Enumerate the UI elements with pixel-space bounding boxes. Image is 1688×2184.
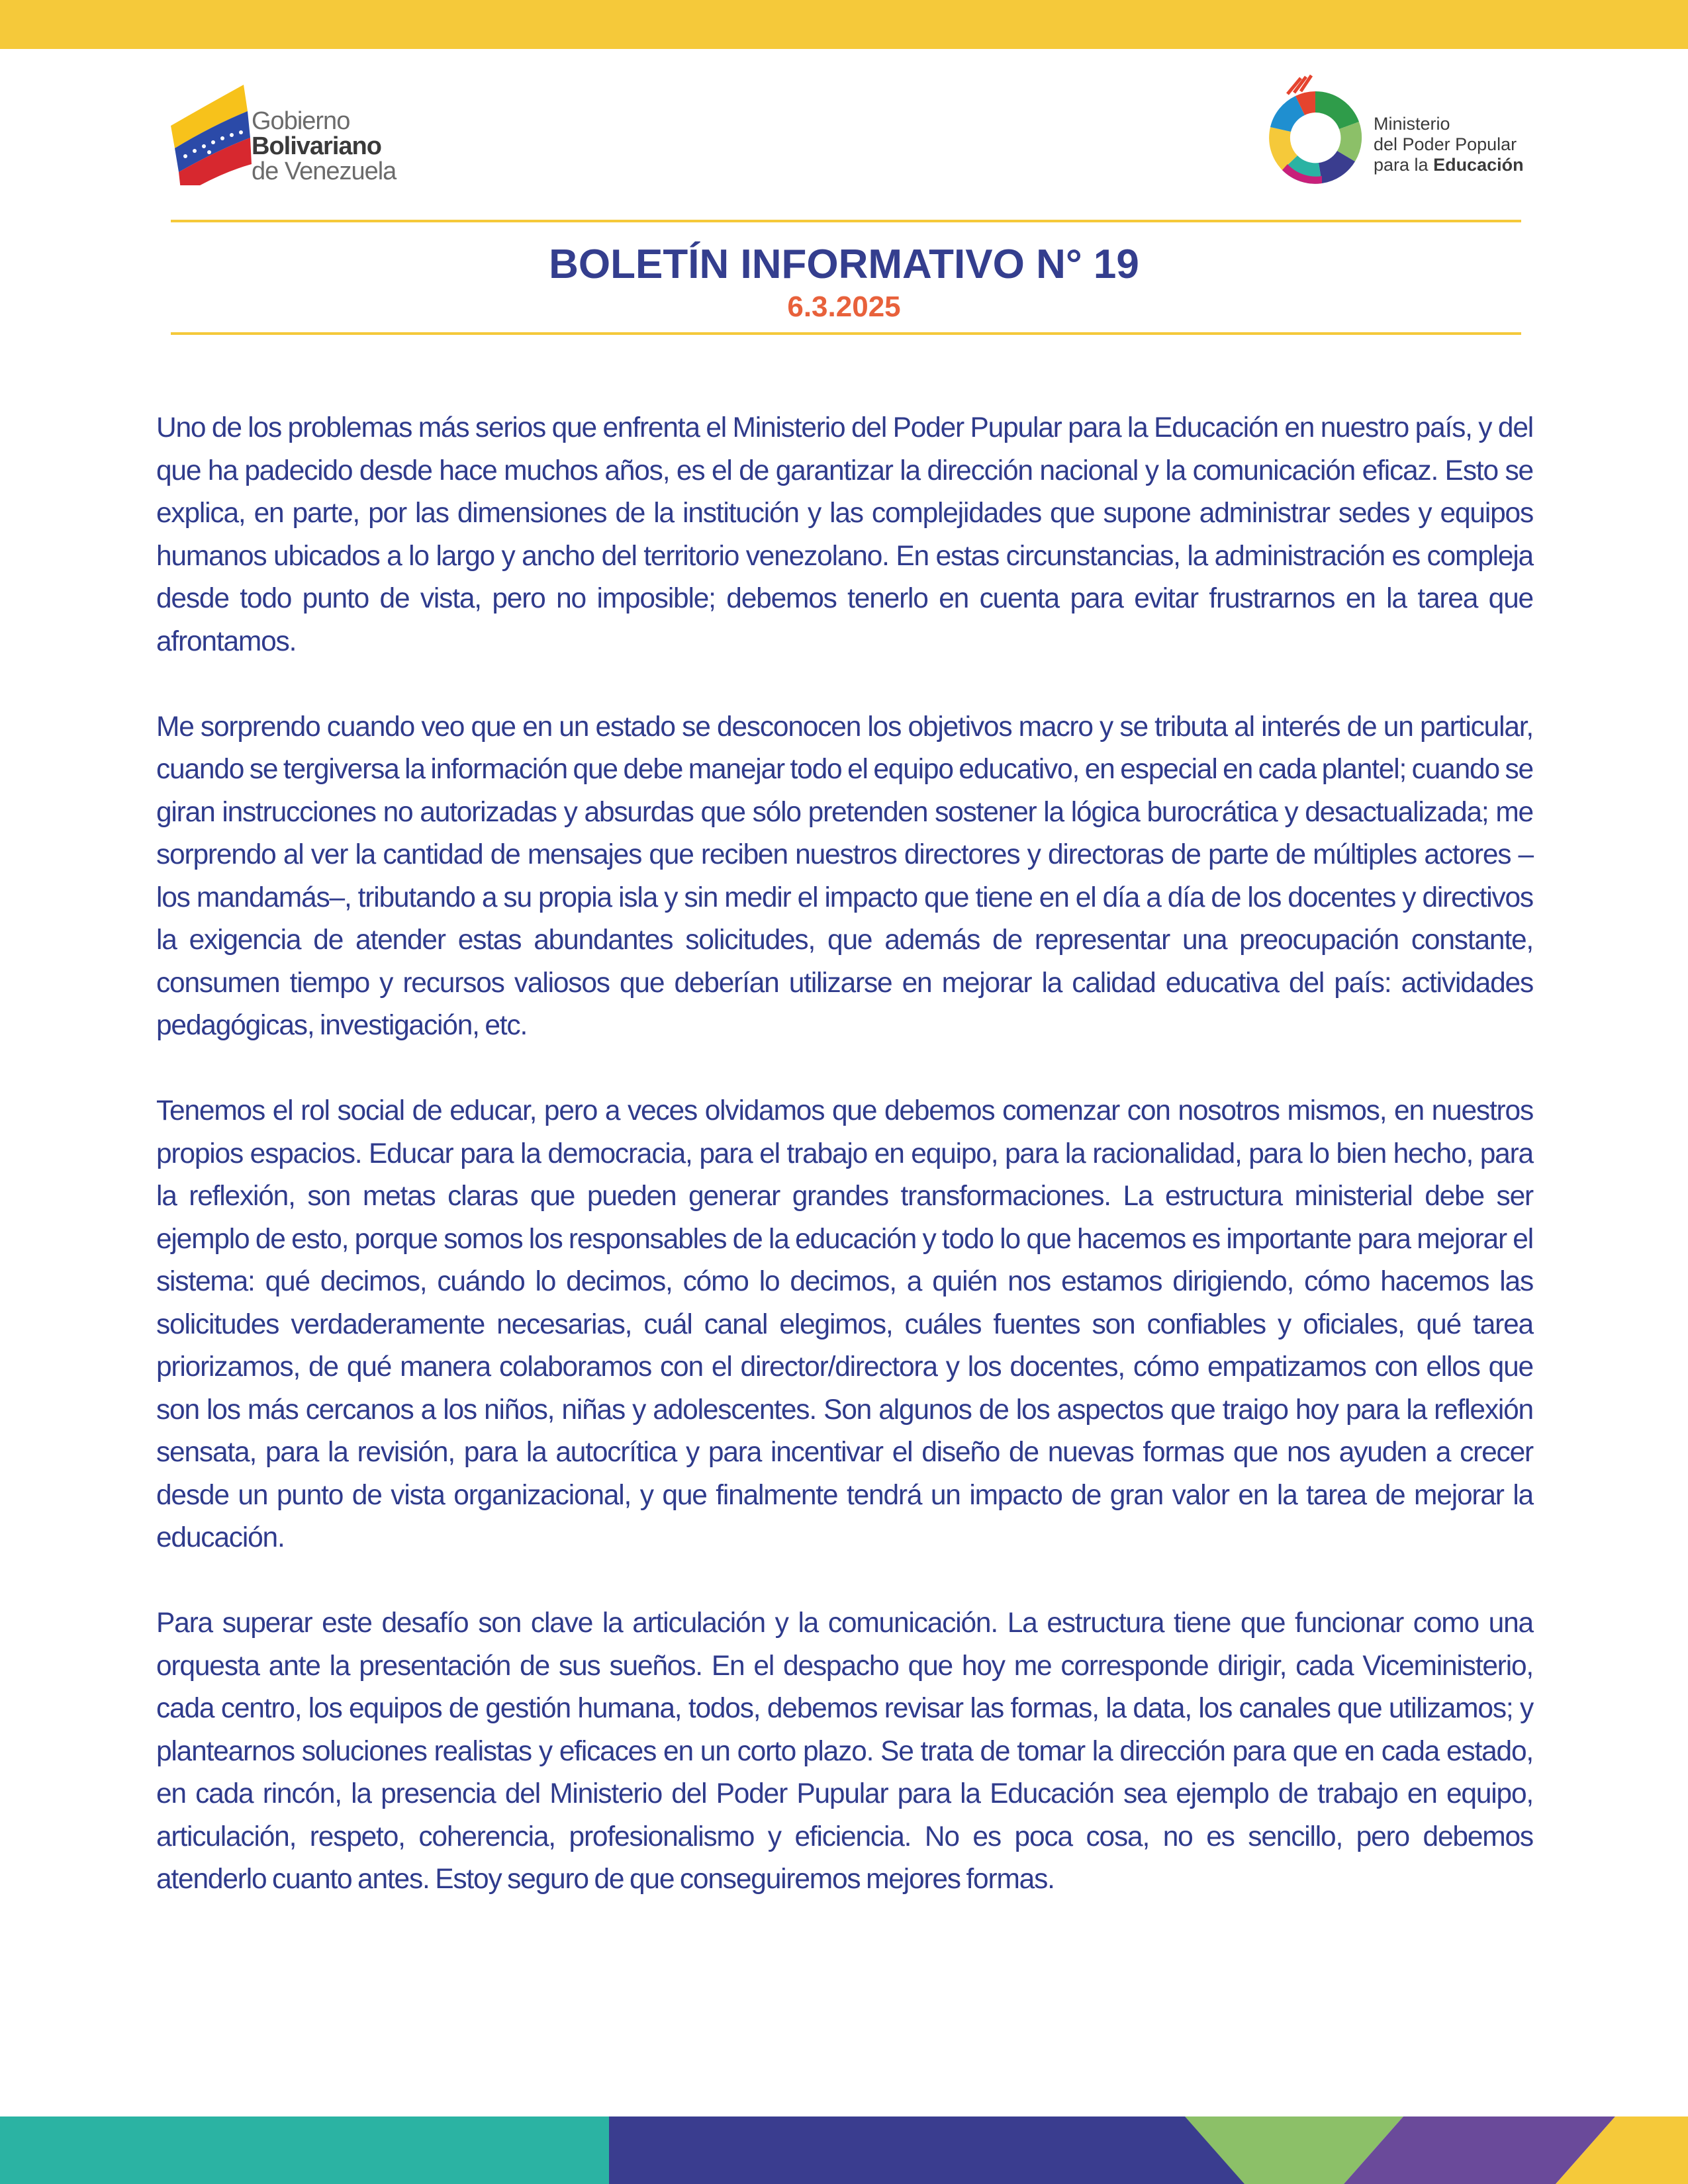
gov-logo-line1: Gobierno [252, 107, 350, 135]
ministry-logo-line2: del Poder Popular [1374, 134, 1517, 154]
gov-logo-line2: Bolivariano [252, 132, 381, 160]
document-date: 6.3.2025 [787, 291, 901, 323]
paragraph-3: Tenemos el rol social de educar, pero a veces olvidamos que debemos comenzar con nosotros mismos, en nuestros propios espacios. Educar para la democracia, para el trabajo en equipo, para la racionalidad, para lo bien hecho, para la reflexión, son metas claras que pueden generar grandes transformaciones. La estructura ministerial debe ser ejemplo de esto, porque somos los responsables de la educación y todo lo que hacemos es importante para mejorar el sistema: qué decimos, cuándo lo decimos, cómo lo decimos, a quién nos estamos dirigiendo, cómo hacemos las solicitudes verdaderamente necesarias, cuál canal elegimos, cuáles fuentes son confiables y oficiales, qué tarea priorizamos, de qué manera colaboramos con el director/directora y los docentes, cómo empatizamos con ellos que son los más cercanos a los niños, niñas y adolescentes. Son algunos de los aspectos que traigo hoy para la reflexión sensata, para la revisión, para la autocrítica y para incentivar el diseño de nuevas formas que nos ayuden a crecer desde un punto de vista organizacional, y que finalmente tendrá un impacto de gran valor en la tarea de mejorar la educación. [156, 1095, 1533, 1553]
document-body [156, 407, 1533, 1944]
paragraph-1: Uno de los problemas más serios que enfrenta el Ministerio del Poder Pupular para la Educación en nuestro país, y del que ha padecido desde hace muchos años, es el de garantizar la dirección nacional y la comunicación eficaz. Esto se explica, en parte, por las dimensiones de la institución y las complejidades que supone administrar sedes y equipos humanos ubicados a lo largo y ancho del territorio venezolano. En estas circunstancias, la administración es compleja desde todo punto de vista, pero no imposible; debemos tenerlo en cuenta para evitar frustrarnos en la tarea que afrontamos. [156, 412, 1533, 657]
ministry-logo-line1: Ministerio [1374, 114, 1450, 134]
footer-color-band [0, 2116, 1688, 2184]
gov-logo-line3: de Venezuela [252, 158, 397, 185]
document-title: BOLETÍN INFORMATIVO N° 19 [549, 242, 1139, 287]
gobierno-bolivariano-logo [165, 79, 424, 185]
header-divider-bottom [171, 332, 1521, 335]
ministry-ring-icon [1261, 74, 1374, 193]
top-color-bar [0, 0, 1688, 49]
paragraph-2: Me sorprendo cuando veo que en un estado se desconocen los objetivos macro y se tributa al interés de un particular, cuando se tergiversa la información que debe manejar todo el equipo educativo, en especial en cada plantel; cuando se giran instrucciones no autorizadas y absurdas que sólo pretenden sostener la lógica burocrática y desactualizada; me sorprendo al ver la cantidad de mensajes que reciben nuestros directores y directoras de parte de múltiples actores –los mandamás–, tributando a su propia isla y sin medir el impacto que tiene en el día a día de los docentes y directivos la exigencia de atender estas abundantes solicitudes, que además de representar una preocupación constante, consumen tiempo y recursos valiosos que deberían utilizarse en mejorar la calidad educativa del país: actividades pedagógicas, investigación, etc. [156, 711, 1533, 1041]
ministry-logo-line3: para la Educación [1374, 155, 1524, 175]
header-divider-top [171, 220, 1521, 222]
paragraph-4: Para superar este desafío son clave la articulación y la comunicación. La estructura tiene que funcionar como una orquesta ante la presentación de sus sueños. En el despacho que hoy me corresponde dirigir, cada Viceministerio, cada centro, los equipos de gestión humana, todos, debemos revisar las formas, la data, los canales que utilizamos; y plantearnos soluciones realistas y eficaces en un corto plazo. Se trata de tomar la dirección para que en cada estado, en cada rincón, la presencia del Ministerio del Poder Pupular para la Educación sea ejemplo de trabajo en equipo, articulación, respeto, coherencia, profesionalismo y eficiencia. No es poca cosa, no es sencillo, pero debemos atenderlo cuanto antes. Estoy seguro de que conseguiremos mejores formas. [156, 1608, 1533, 1895]
venezuela-flag-icon [165, 79, 252, 185]
ministerio-educacion-logo [1261, 74, 1539, 193]
